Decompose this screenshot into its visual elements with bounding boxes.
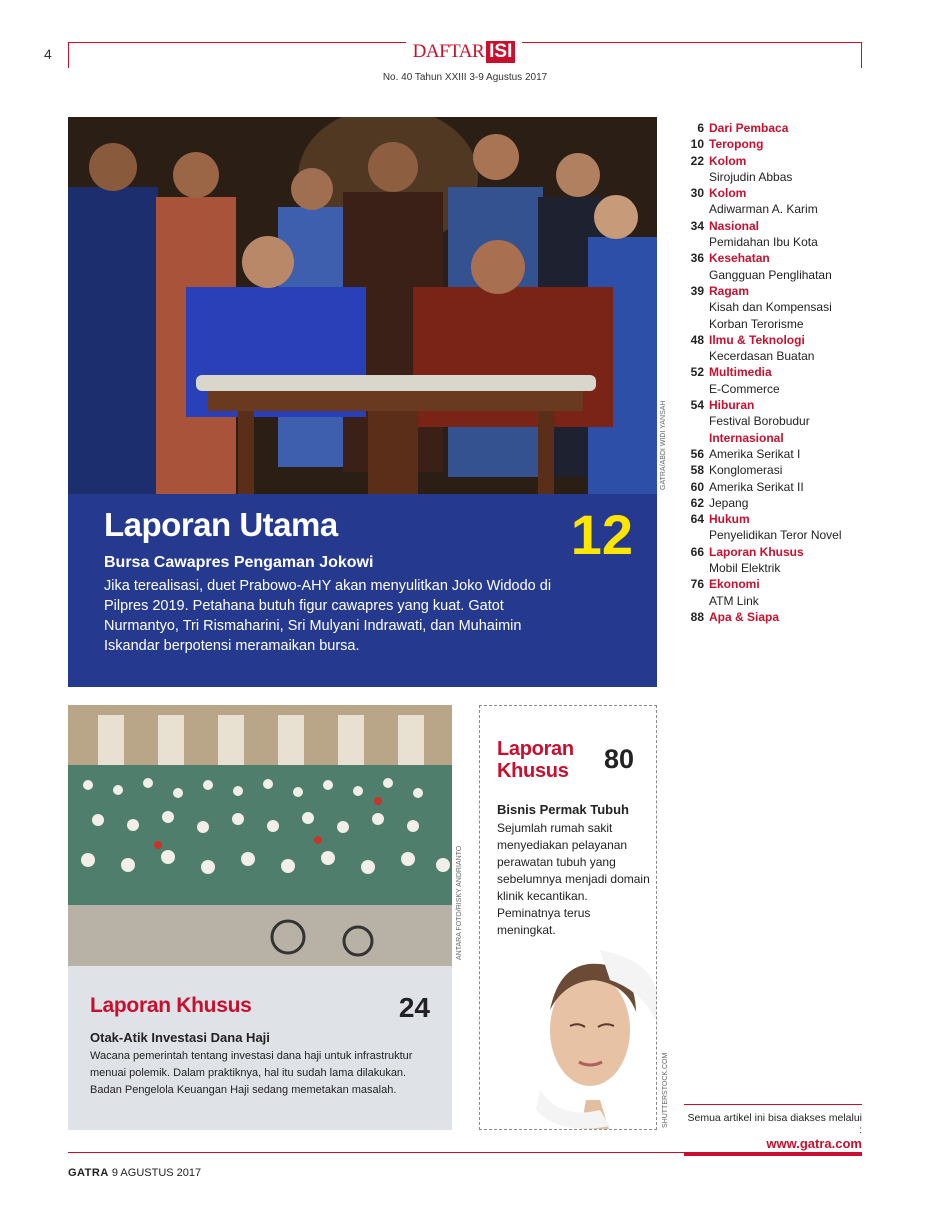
toc-page: 22	[690, 153, 704, 168]
pilgrims-crowd-illustration	[68, 705, 452, 966]
toc-item[interactable]	[680, 495, 870, 511]
toc-article: Kisah dan Kompensasi Korban Terorisme	[709, 300, 832, 331]
main-story-page: 12	[570, 503, 633, 566]
masthead-daftar: DAFTAR	[412, 41, 485, 62]
special-report-beauty-text: Sejumlah rumah sakit menyediakan pelayanan perawatan tubuh yang sebelumnya menjadi domain klinik kecantikan. Peminatnya terus meningkat.	[497, 821, 650, 937]
toc-spacer	[680, 430, 709, 446]
toc-article: Amerika Serikat I	[709, 446, 801, 461]
toc-page: 34	[690, 218, 704, 233]
toc-page: 10	[690, 137, 704, 152]
toc-item[interactable]	[680, 169, 870, 185]
toc-article: Kecerdasan Buatan	[709, 349, 815, 364]
toc-page: 56	[690, 446, 704, 461]
toc-section: Laporan Khusus	[709, 544, 804, 559]
main-story-box[interactable]	[68, 494, 657, 687]
main-photo-credit: GATRA/ABDI WIDI YANSAH	[660, 400, 667, 490]
toc-article: Penyelidikan Teror Novel	[709, 528, 842, 543]
special-report-beauty-title-line1: Laporan	[497, 738, 574, 760]
toc-item[interactable]	[680, 136, 870, 152]
toc-item[interactable]	[680, 413, 870, 429]
politicians-press-conference-illustration	[68, 117, 657, 494]
page-number: 4	[44, 46, 52, 62]
access-note-rule	[684, 1104, 862, 1105]
masthead-isi: ISI	[486, 41, 515, 63]
toc-item[interactable]	[680, 234, 870, 250]
header-rule-left	[68, 42, 406, 43]
toc-article: E-Commerce	[709, 381, 780, 396]
toc-page: 54	[690, 398, 704, 413]
toc-item[interactable]	[680, 397, 870, 413]
toc-item[interactable]	[680, 267, 870, 283]
toc-section: Ragam	[709, 283, 750, 298]
toc-item[interactable]	[680, 299, 870, 332]
toc-article: Adiwarman A. Karim	[709, 202, 818, 217]
special-report-hajj-title: Laporan Khusus	[90, 994, 252, 1017]
toc-section: Multimedia	[709, 365, 772, 380]
footer	[68, 1167, 201, 1179]
toc-spacer	[680, 234, 709, 250]
toc-item[interactable]	[680, 283, 870, 299]
toc-spacer	[680, 527, 709, 543]
toc-section: Ekonomi	[709, 577, 760, 592]
toc-item[interactable]	[680, 576, 870, 592]
toc-spacer	[680, 413, 709, 429]
woman-face-illustration	[530, 950, 656, 1130]
toc-item[interactable]	[680, 511, 870, 527]
toc-item[interactable]	[680, 364, 870, 380]
special-report-hajj-page: 24	[398, 992, 430, 1023]
footer-brand: GATRA	[68, 1167, 109, 1179]
toc-article: ATM Link	[709, 593, 759, 608]
toc-page: 36	[690, 251, 704, 266]
main-story-text: Jika terealisasi, duet Prabowo-AHY akan menyulitkan Joko Widodo di Pilpres 2019. Petahana butuh figur cawapres yang kuat. Gatot Nurmantyo, Tri Rismaharini, Sri Mulyani Indrawati, dan Muhaimin Iskandar berpotensi meramaikan bursa.	[104, 578, 552, 654]
beauty-photo-credit: SHUTTERSTOCK.COM	[662, 1052, 669, 1128]
toc-page: 30	[690, 186, 704, 201]
toc-spacer	[680, 348, 709, 364]
toc-article: Jepang	[709, 495, 749, 510]
main-story-subtitle: Bursa Cawapres Pengaman Jokowi	[104, 554, 374, 571]
toc-section: Apa & Siapa	[709, 609, 780, 624]
special-report-beauty-subtitle: Bisnis Permak Tubuh	[497, 802, 629, 817]
footer-date: 9 AGUSTUS 2017	[111, 1167, 202, 1179]
issue-info: No. 40 Tahun XXIII 3-9 Agustus 2017	[382, 72, 548, 83]
footer-rule	[68, 1152, 862, 1153]
toc-section: Kesehatan	[709, 251, 770, 266]
access-note-text: Semua artikel ini bisa diakses melalui :	[687, 1112, 862, 1136]
toc-section: Teropong	[709, 137, 764, 152]
special-report-beauty-page: 80	[604, 744, 635, 774]
access-note	[684, 1112, 862, 1156]
table-of-contents	[680, 120, 870, 625]
toc-item[interactable]	[680, 479, 870, 495]
special-report-hajj-text: Wacana pemerintah tentang investasi dana haji untuk infrastruktur menuai polemik. Dalam praktiknya, hal itu sudah lama dilakukan. Badan Pengelola Keuangan Haji sedang memetakan masalah.	[90, 1050, 413, 1096]
toc-section: Kolom	[709, 186, 747, 201]
special-report-beauty-title	[497, 738, 574, 782]
toc-spacer	[680, 267, 709, 283]
toc-item[interactable]	[680, 430, 870, 446]
toc-item[interactable]	[680, 332, 870, 348]
toc-item[interactable]	[680, 218, 870, 234]
main-story-photo	[68, 117, 657, 494]
hajj-photo-credit: ANTARA FOTO/RISKY ANDRIANTO	[456, 845, 463, 960]
toc-page: 60	[690, 479, 704, 494]
toc-spacer	[680, 593, 709, 609]
toc-page: 6	[697, 121, 704, 135]
toc-page: 76	[690, 577, 704, 592]
toc-spacer	[680, 201, 709, 217]
toc-item[interactable]	[680, 185, 870, 201]
toc-page: 39	[690, 283, 704, 298]
toc-section: Hiburan	[709, 398, 755, 413]
hajj-pilgrims-photo	[68, 705, 452, 966]
header-tick-left	[68, 42, 69, 68]
special-report-beauty-box[interactable]	[479, 705, 657, 1130]
toc-item[interactable]	[680, 381, 870, 397]
section-masthead	[406, 38, 522, 66]
toc-item[interactable]	[680, 348, 870, 364]
toc-section: Ilmu & Teknologi	[709, 332, 805, 347]
toc-page: 48	[690, 332, 704, 347]
toc-section: Internasional	[709, 430, 784, 445]
toc-page: 88	[690, 609, 704, 624]
toc-page: 66	[690, 544, 704, 559]
toc-spacer	[680, 169, 709, 185]
header-tick-right	[861, 42, 862, 68]
toc-article: Amerika Serikat II	[709, 479, 804, 494]
main-story-title: Laporan Utama	[104, 506, 338, 543]
header-rule-right	[522, 42, 862, 43]
toc-spacer	[680, 299, 709, 332]
special-report-beauty-title-line2: Khusus	[497, 760, 569, 782]
toc-article: Pemidahan Ibu Kota	[709, 235, 818, 250]
toc-item[interactable]	[680, 462, 870, 478]
toc-item[interactable]	[680, 201, 870, 217]
special-report-hajj-box[interactable]	[68, 966, 452, 1130]
toc-article: Gangguan Penglihatan	[709, 267, 832, 282]
toc-page: 62	[690, 495, 704, 510]
toc-item[interactable]	[680, 560, 870, 576]
toc-item[interactable]	[680, 120, 870, 136]
toc-page: 52	[690, 365, 704, 380]
toc-item[interactable]	[680, 609, 870, 625]
toc-section: Dari Pembaca	[709, 121, 789, 135]
toc-item[interactable]	[680, 544, 870, 560]
toc-article: Konglomerasi	[709, 463, 783, 478]
toc-spacer	[680, 560, 709, 576]
toc-page: 64	[690, 512, 704, 527]
toc-article: Festival Borobudur	[709, 414, 810, 429]
toc-section: Nasional	[709, 218, 760, 233]
website-link[interactable]: www.gatra.com	[766, 1136, 862, 1151]
special-report-hajj-subtitle: Otak-Atik Investasi Dana Haji	[90, 1030, 270, 1045]
toc-item[interactable]	[680, 250, 870, 266]
toc-article: Mobil Elektrik	[709, 561, 781, 576]
toc-item[interactable]	[680, 527, 870, 543]
toc-spacer	[680, 381, 709, 397]
toc-item[interactable]	[680, 446, 870, 462]
toc-item[interactable]	[680, 153, 870, 169]
toc-article: Sirojudin Abbas	[709, 169, 793, 184]
toc-section: Hukum	[709, 512, 750, 527]
toc-page: 58	[690, 463, 704, 478]
toc-section: Kolom	[709, 153, 747, 168]
toc-item[interactable]	[680, 593, 870, 609]
